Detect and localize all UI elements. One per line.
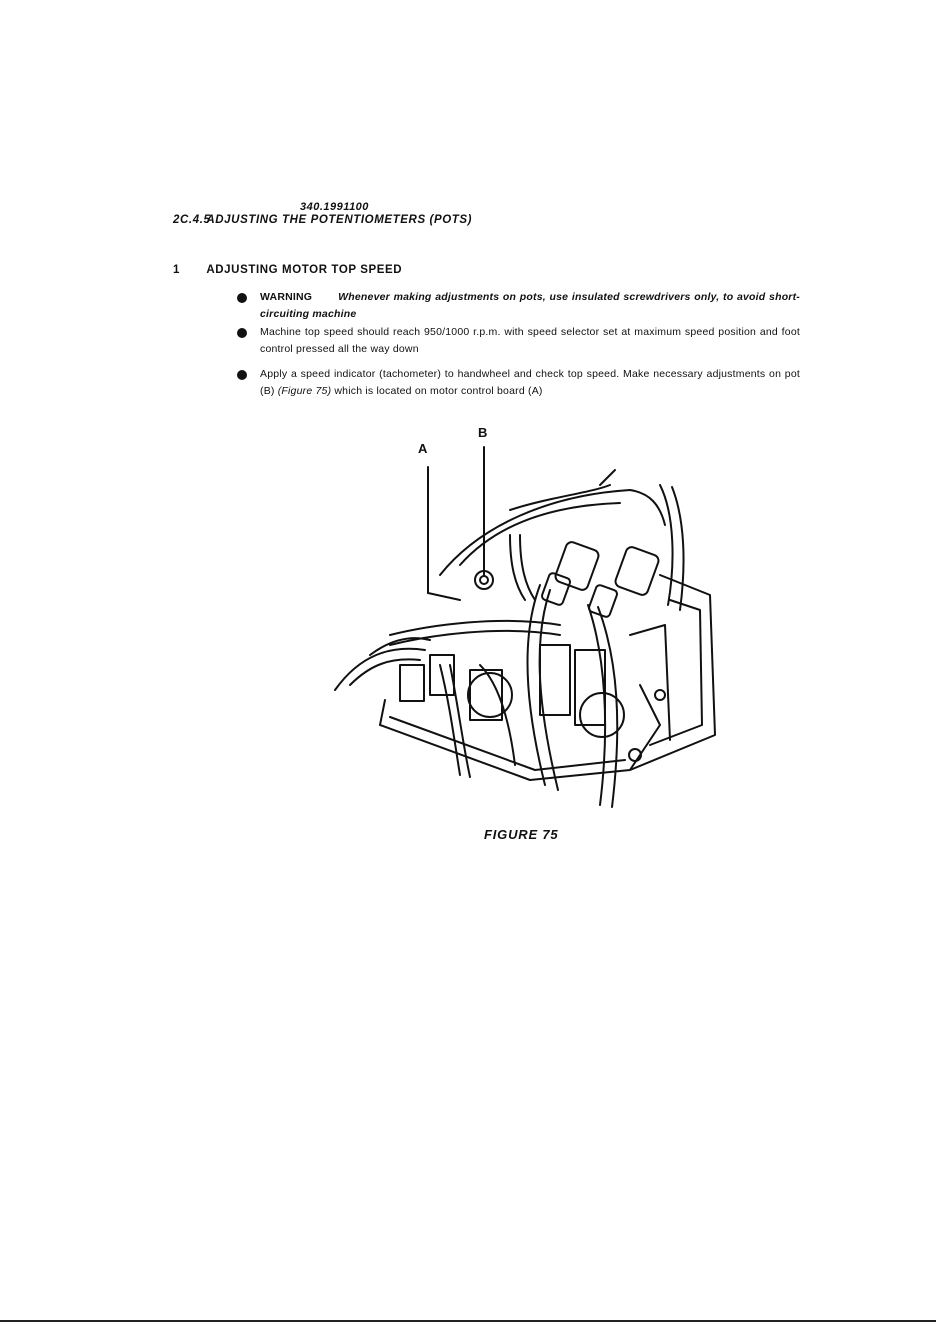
- bullet-dot-icon: [237, 370, 247, 380]
- bullet-text: Machine top speed should reach 950/1000 r.p.m. with speed selector set at maximum speed position and foot control pressed all the way down: [260, 326, 800, 355]
- warning-text: Whenever making adjustments on pots, use insulated screwdrivers only, to avoid short-circuiting machine: [260, 291, 800, 320]
- subsection-title: ADJUSTING MOTOR TOP SPEED: [206, 264, 403, 276]
- section-number: 2C.4.5: [173, 214, 211, 226]
- bullet-text: [260, 366, 800, 400]
- figure-label-a: A: [418, 441, 428, 456]
- figure-caption: FIGURE 75: [484, 827, 559, 842]
- figure-75: [330, 425, 730, 810]
- figure-reference: (Figure 75): [277, 385, 332, 397]
- bullet-dot-icon: [237, 293, 247, 303]
- bullet-text-part: Apply a speed indicator (tachometer) to handwheel and check top speed. Make necessary adjustments on pot (B): [260, 368, 800, 397]
- figure-label-b: B: [478, 425, 488, 440]
- bullet-warning: [240, 289, 800, 323]
- warning-label: WARNING: [260, 291, 313, 303]
- motor-control-board-illustration: [330, 425, 730, 810]
- bullet-apply-indicator: [240, 366, 800, 400]
- subsection-number: 1: [173, 264, 180, 276]
- page-bottom-rule: [0, 1320, 936, 1322]
- document-code: 340.1991100: [300, 201, 369, 213]
- section-title: ADJUSTING THE POTENTIOMETERS (POTS): [206, 214, 473, 226]
- bullet-top-speed: [240, 324, 800, 358]
- subsection-heading: [173, 264, 402, 276]
- bullet-text: [260, 289, 800, 323]
- bullet-text-part: which is located on motor control board (A): [331, 385, 543, 397]
- section-heading: [173, 214, 472, 226]
- bullet-dot-icon: [237, 328, 247, 338]
